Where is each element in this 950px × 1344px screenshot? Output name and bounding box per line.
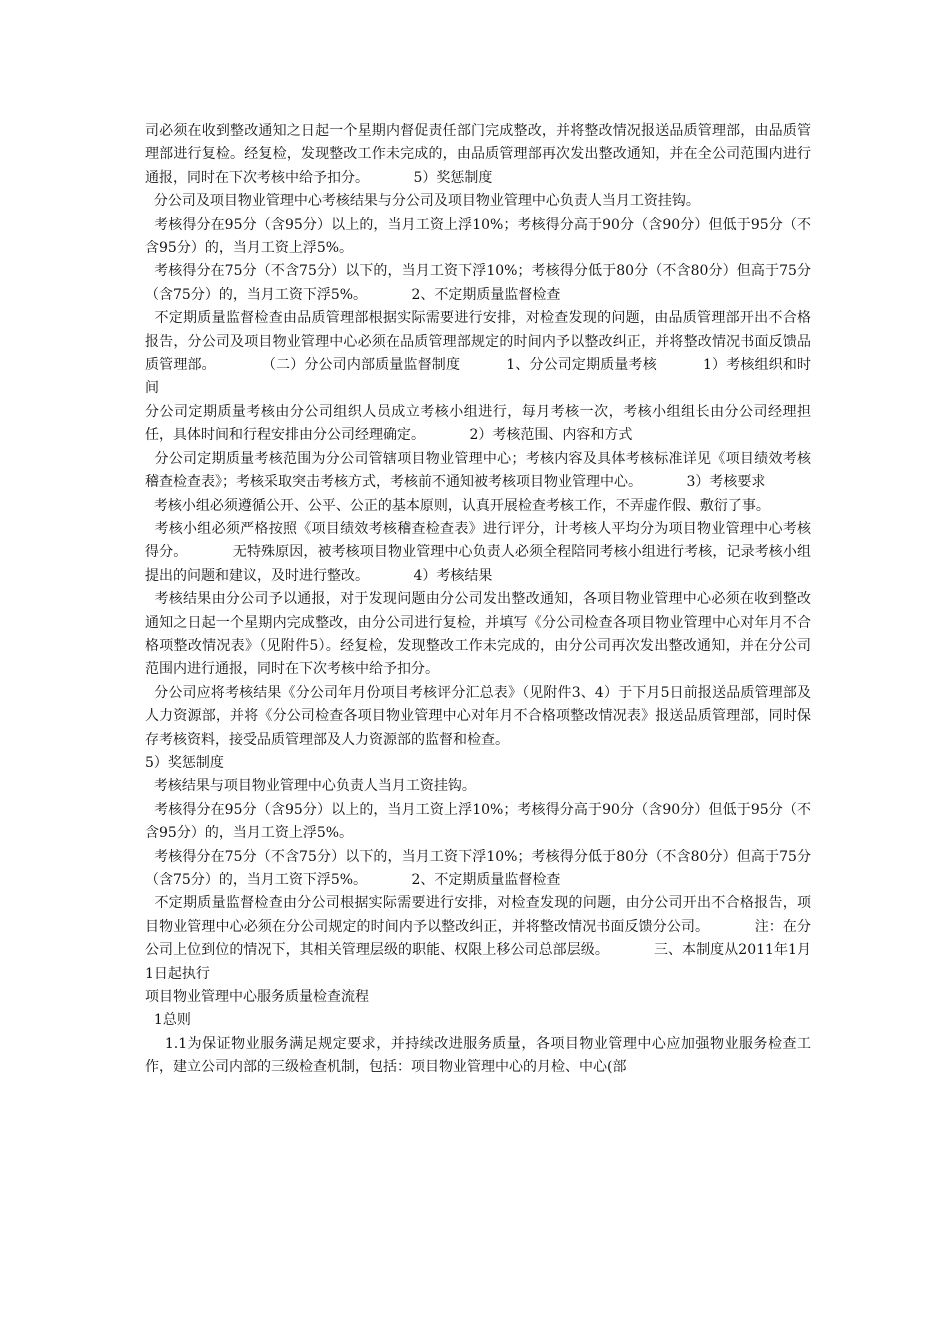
section-heading: 5）奖惩制度 [145, 754, 224, 771]
paragraph: 考核得分在95分（含95分）以上的，当月工资上浮10%；考核得分高于90分（含90分）但低于95分（不含95分）的，当月工资上浮5%。 [145, 801, 811, 842]
paragraph: 考核小组必须严格按照《项目绩效考核稽查检查表》进行评分，计考核人平均分为项目物业管理中心考核得分。 无特殊原因，被考核项目物业管理中心负责人必须全程陪同考核小组进行考核，记录考核小组提出的问题和建议，及时进行整改。 4）考核结果 [145, 520, 812, 584]
paragraph: 1.1为保证物业服务满足规定要求，并持续改进服务质量，各项目物业管理中心应加强物业服务检查工作，建立公司内部的三级检查机制，包括：项目物业管理中心的月检、中心(部 [145, 1035, 811, 1076]
paragraph: 司必须在收到整改通知之日起一个星期内督促责任部门完成整改，并将整改情况报送品质管理部，由品质管理部进行复检。经复检，发现整改工作未完成的，由品质管理部再次发出整改通知，并在全公司范围内进行通报，同时在下次考核中给予扣分。 5）奖惩制度 [145, 123, 811, 186]
paragraph: 考核小组必须遵循公开、公平、公正的基本原则，认真开展检查考核工作，不弄虚作假、敷衍了事。 [145, 497, 770, 514]
paragraph: 考核得分在75分（不含75分）以下的，当月工资下浮10%；考核得分低于80分（不含80分）但高于75分（含75分）的，当月工资下浮5%。 2、不定期质量监督检查 [145, 848, 811, 888]
paragraph: 不定期质量监督检查由分公司根据实际需要进行安排，对检查发现的问题，由分公司开出不合格报告，项目物业管理中心必须在分公司规定的时间内予以整改纠正，并将整改情况书面反馈分公司。 注：在分公司上位到位的情况下，其相关管理层级的职能、权限上移公司总部层级。 三、本制度从2011年1月1日起执行 [145, 895, 812, 982]
section-heading: 1总则 [145, 1012, 191, 1029]
paragraph: 不定期质量监督检查由品质管理部根据实际需要进行安排，对检查发现的问题，由品质管理部开出不合格报告，分公司及项目物业管理中心必须在品质管理部规定的时间内予以整改纠正，并将整改情况书面反馈品质管理部。 （二）分公司内部质量监督制度 1、分公司定期质量考核 1）考核组织和时间 [145, 310, 812, 397]
document-body [145, 120, 811, 1080]
paragraph: 分公司及项目物业管理中心考核结果与分公司及项目物业管理中心负责人当月工资挂钩。 [145, 193, 700, 210]
paragraph: 考核结果与项目物业管理中心负责人当月工资挂钩。 [145, 778, 476, 795]
paragraph: 考核得分在95分（含95分）以上的，当月工资上浮10%；考核得分高于90分（含90分）但低于95分（不含95分）的，当月工资上浮5%。 [145, 216, 811, 257]
paragraph: 分公司定期质量考核由分公司组织人员成立考核小组进行，每月考核一次，考核小组组长由分公司经理担任，具体时间和行程安排由分公司经理确定。 2）考核范围、内容和方式 [145, 403, 811, 444]
paragraph: 分公司应将考核结果《分公司年月份项目考核评分汇总表》（见附件3、4）于下月5日前报送品质管理部及人力资源部，并将《分公司检查各项目物业管理中心对年月不合格项整改情况表》报送品质管理部，同时保存考核资料，接受品质管理部及人力资源部的监督和检查。 [145, 684, 811, 748]
paragraph: 分公司定期质量考核范围为分公司管辖项目物业管理中心；考核内容及具体考核标准详见《项目绩效考核稽查检查表》；考核采取突击考核方式，考核前不通知被考核项目物业管理中心。 3）考核要求 [145, 450, 812, 491]
section-title: 项目物业管理中心服务质量检查流程 [145, 989, 369, 1006]
paragraph: 考核结果由分公司予以通报，对于发现问题由分公司发出整改通知，各项目物业管理中心必须在收到整改通知之日起一个星期内完成整改，由分公司进行复检，并填写《分公司检查各项目物业管理中心对年月不合格项整改情况表》（见附件5）。经复检，发现整改工作未完成的，由分公司再次发出整改通知，并在分公司范围内进行通报，同时在下次考核中给予扣分。 [145, 591, 812, 678]
paragraph: 考核得分在75分（不含75分）以下的，当月工资下浮10%；考核得分低于80分（不含80分）但高于75分（含75分）的，当月工资下浮5%。 2、不定期质量监督检查 [145, 263, 811, 303]
